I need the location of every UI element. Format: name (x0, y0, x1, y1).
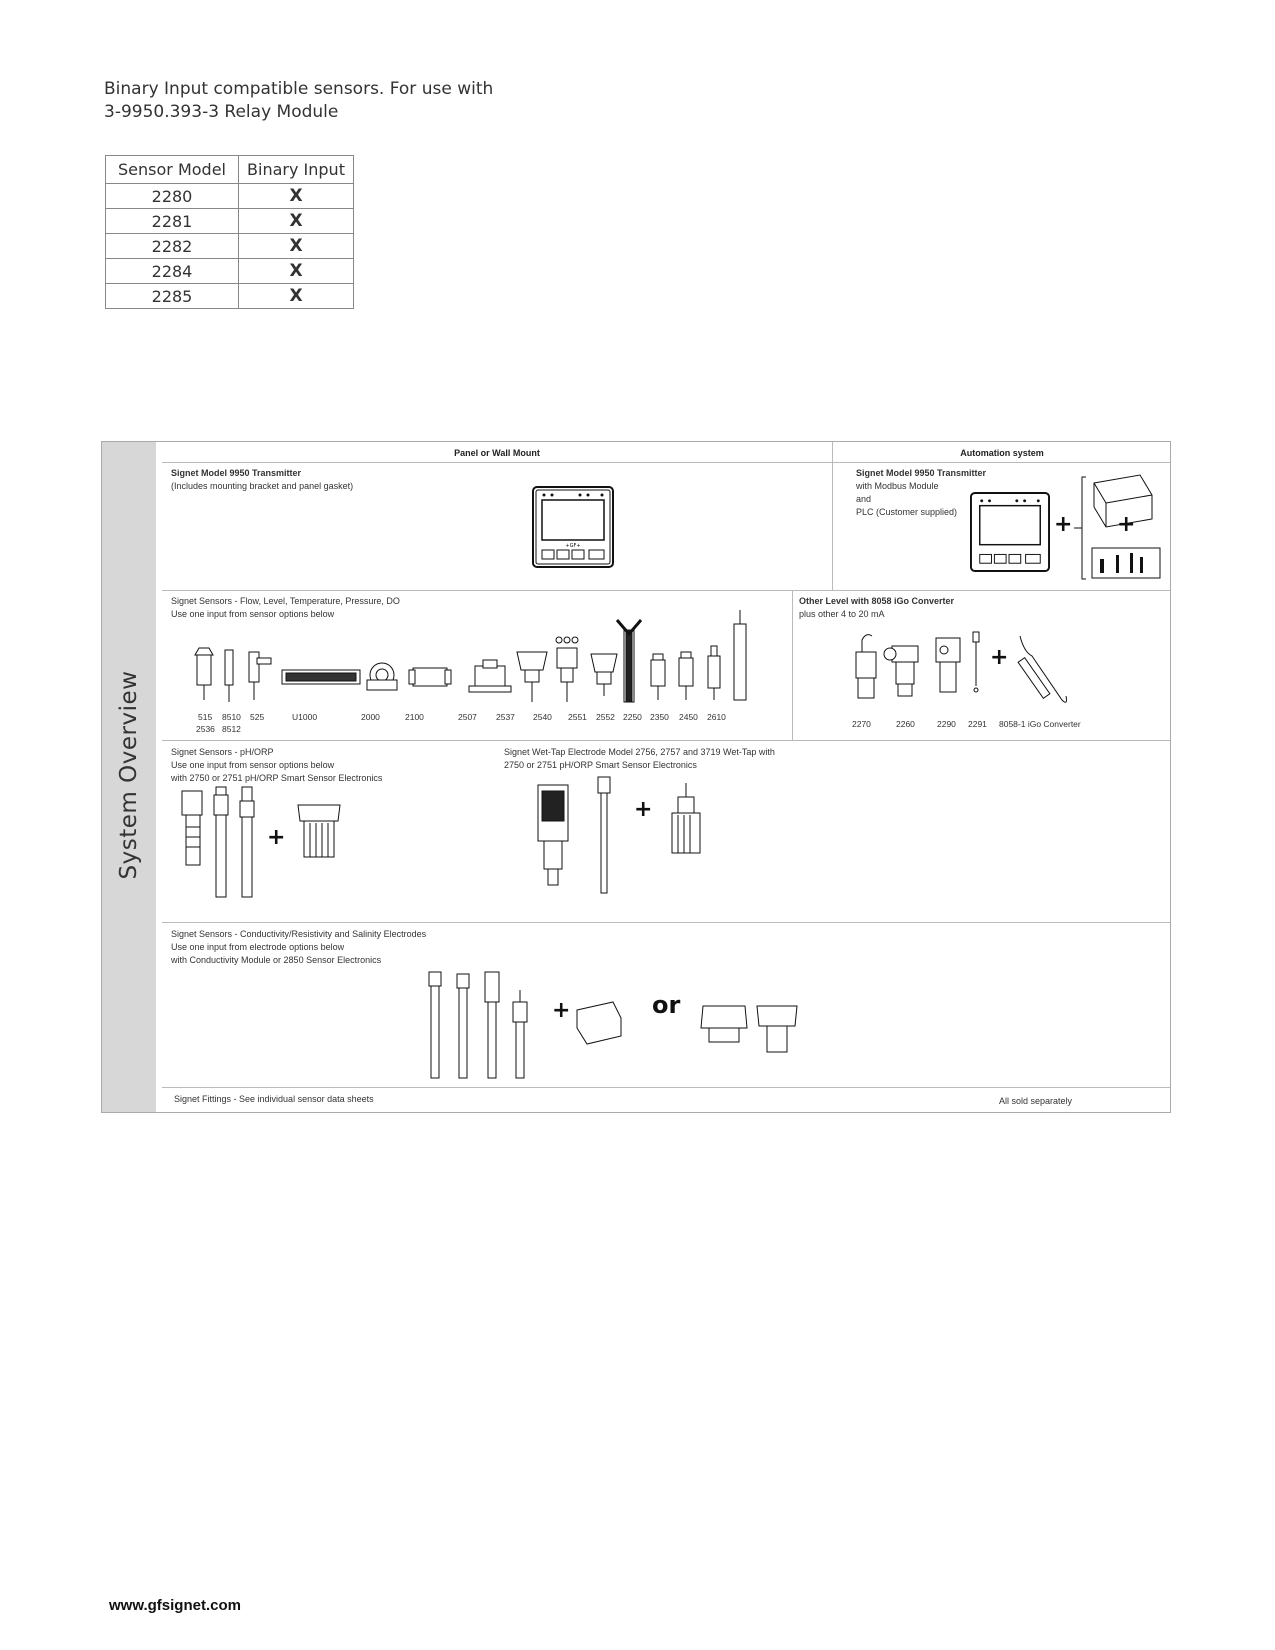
ph-line-3: with 2750 or 2751 pH/ORP Smart Sensor Electronics (171, 773, 383, 783)
conductivity-line-3: with Conductivity Module or 2850 Sensor Electronics (171, 955, 382, 965)
plus-sign: + (552, 998, 571, 1023)
svg-text:+GF+: +GF+ (565, 543, 581, 549)
automation-line-2: with Modbus Module (856, 481, 939, 491)
plus-sign: + (267, 825, 286, 850)
system-overview-sidebar (102, 442, 156, 1112)
system-overview-panel (101, 441, 1171, 1113)
sensor-label: 2507 (458, 712, 477, 722)
system-overview-grid (162, 442, 1170, 1112)
plus-sign: + (634, 797, 653, 822)
automation-transmitter-icon (969, 492, 1051, 572)
level-subtitle: plus other 4 to 20 mA (799, 609, 885, 619)
conductivity-line-2: Use one input from electrode options below (171, 942, 345, 952)
level-label: 2290 (937, 719, 956, 729)
sensor-label: 2450 (679, 712, 698, 722)
or-label: or (652, 991, 681, 1019)
sensor-label: 2536 (196, 724, 215, 734)
row-divider (162, 462, 1170, 463)
intro-line-1: Binary Input compatible sensors. For use with (104, 79, 494, 99)
header-sensor-model: Sensor Model (106, 156, 239, 184)
binary-input-table (105, 155, 354, 309)
sensor-label: U1000 (292, 712, 318, 722)
automation-title: Signet Model 9950 Transmitter (856, 468, 987, 478)
table-row (106, 259, 354, 284)
sensor-label: 2350 (650, 712, 669, 722)
level-label: 2291 (968, 719, 987, 729)
sensor-model-cell: 2282 (106, 234, 239, 259)
sensor-model-cell: 2280 (106, 184, 239, 209)
row-divider (162, 1087, 1170, 1088)
fittings-text: Signet Fittings - See individual sensor data sheets (174, 1094, 374, 1104)
plus-sign: + (990, 645, 1009, 670)
level-text (799, 595, 954, 621)
table-row (106, 234, 354, 259)
plus-sign: + (1054, 512, 1073, 537)
sensor-label: 515 (198, 712, 213, 722)
transmitter-text (171, 467, 353, 493)
automation-line-3: and (856, 494, 872, 504)
column-divider (792, 590, 793, 740)
binary-input-cell: X (239, 259, 354, 284)
conductivity-electrodes-illustration (427, 972, 847, 1082)
wettap-electrode-illustration (532, 777, 732, 897)
sensor-label: 2537 (496, 712, 515, 722)
sensor-label: 2000 (361, 712, 380, 722)
conductivity-text (171, 928, 426, 967)
level-label: 8058-1 iGo Converter (999, 719, 1081, 729)
sensor-label: 8510 (222, 712, 241, 722)
binary-input-cell: X (239, 234, 354, 259)
sensor-model-cell: 2285 (106, 284, 239, 309)
binary-input-cell: X (239, 184, 354, 209)
table-row (106, 209, 354, 234)
binary-input-cell: X (239, 284, 354, 309)
transmitter-subtitle: (Includes mounting bracket and panel gasket) (171, 481, 354, 491)
plus-sign: + (1117, 512, 1136, 537)
table-header-row (106, 156, 354, 184)
automation-line-4: PLC (Customer supplied) (856, 507, 958, 517)
footer-url: www.gfsignet.com (109, 1597, 241, 1614)
sensor-model-cell: 2281 (106, 209, 239, 234)
header-binary-input: Binary Input (239, 156, 354, 184)
sensor-label: 2610 (707, 712, 726, 722)
ph-title: Signet Sensors - pH/ORP (171, 747, 274, 757)
ph-text (171, 746, 382, 785)
sensor-label: 2552 (596, 712, 615, 722)
transmitter-display-icon (532, 486, 614, 568)
sensor-label: 525 (250, 712, 265, 722)
row-divider (162, 922, 1170, 923)
column-divider (832, 442, 833, 590)
panel-mount-header: Panel or Wall Mount (454, 448, 540, 458)
wettap-text (504, 746, 775, 772)
flow-sensors-illustration (187, 610, 772, 710)
conductivity-title: Signet Sensors - Conductivity/Resistivity and Salinity Electrodes (171, 929, 427, 939)
sensor-label: 8512 (222, 724, 241, 734)
sensor-label: 2100 (405, 712, 424, 722)
sensor-label: 2250 (623, 712, 642, 722)
binary-input-cell: X (239, 209, 354, 234)
sensor-model-cell: 2284 (106, 259, 239, 284)
wettap-line-2: 2750 or 2751 pH/ORP Smart Sensor Electronics (504, 760, 697, 770)
automation-header: Automation system (960, 448, 1044, 458)
intro-line-2: 3-9950.393-3 Relay Module (104, 102, 339, 122)
wettap-line-1: Signet Wet-Tap Electrode Model 2756, 2757 and 3719 Wet-Tap with (504, 747, 775, 757)
level-title: Other Level with 8058 iGo Converter (799, 596, 955, 606)
sensor-label: 2551 (568, 712, 587, 722)
row-divider (162, 590, 1170, 591)
sold-separately-text: All sold separately (999, 1096, 1073, 1106)
level-label: 2270 (852, 719, 871, 729)
table-row (106, 284, 354, 309)
system-overview-label: System Overview (116, 670, 142, 880)
automation-text (856, 467, 986, 519)
level-sensors-illustration (852, 622, 1112, 717)
sensor-label: 2540 (533, 712, 552, 722)
level-label: 2260 (896, 719, 915, 729)
ph-line-2: Use one input from sensor options below (171, 760, 335, 770)
sensors-title: Signet Sensors - Flow, Level, Temperature, Pressure, DO (171, 596, 400, 606)
sensors-subtitle: Use one input from sensor options below (171, 609, 335, 619)
row-divider (162, 740, 1170, 741)
intro-text (104, 78, 493, 124)
table-row (106, 184, 354, 209)
transmitter-title: Signet Model 9950 Transmitter (171, 468, 302, 478)
